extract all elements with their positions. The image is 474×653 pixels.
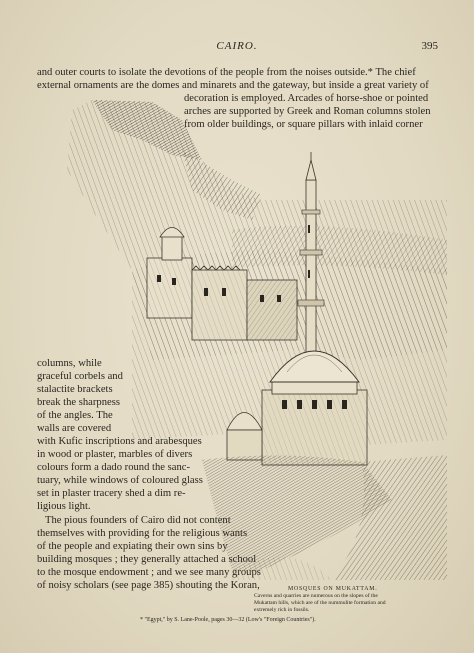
body-line: and outer courts to isolate the devotions of the people from the noises outside.* The chief — [37, 67, 416, 78]
body-line: from older buildings, or square pillars with inlaid corner — [184, 119, 423, 130]
body-line: set in plaster tracery shed a dim re- — [37, 488, 186, 499]
body-line: to the mosque endowment ; and we see many groups — [37, 567, 261, 578]
body-line: building mosques ; they generally attached a school — [37, 554, 257, 565]
body-line: decoration is employed. Arcades of horse-shoe or pointed — [184, 93, 429, 104]
body-line: columns, while — [37, 358, 102, 369]
body-line: external ornaments are the domes and minarets and the gateway, but inside a great variety of — [37, 80, 429, 91]
footnote: * "Egypt," by S. Lane-Poole, pages 30—32 (Low's "Foreign Countries"). — [140, 617, 316, 623]
caption-line: Caverns and quarries are numerous on the slopes of the — [254, 593, 378, 599]
body-line: in wood or plaster, marbles of divers — [37, 449, 193, 460]
body-line: of noisy scholars (see page 385) shouting the Koran, — [37, 580, 260, 591]
body-line: themselves with providing for the religious wants — [37, 528, 248, 539]
running-title: CAIRO. — [216, 40, 258, 52]
body-line: graceful corbels and — [37, 371, 123, 382]
caption-line: extremely rich in fossils. — [254, 607, 310, 613]
caption-title: MOSQUES ON MUKATTAM. — [288, 586, 378, 592]
body-line: stalactite brackets — [37, 384, 113, 395]
body-line: of the angles. The — [37, 410, 113, 421]
body-line: break the sharpness — [37, 397, 120, 408]
body-line: The pious founders of Cairo did not content — [45, 515, 231, 526]
page-number: 395 — [421, 40, 438, 52]
body-line: walls are covered — [37, 423, 112, 434]
body-line: of the people and expiating their own sins by — [37, 541, 228, 552]
body-line: ligious light. — [37, 501, 91, 512]
body-line: colours form a dado round the sanc- — [37, 462, 190, 473]
caption-line: Mukattam hills, which are of the nummulite formation and — [254, 600, 386, 606]
body-line: arches are supported by Greek and Roman columns stolen — [184, 106, 431, 117]
body-line: tuary, while windows of coloured glass — [37, 475, 203, 486]
body-line: with Kufic inscriptions and arabesques — [37, 436, 202, 447]
